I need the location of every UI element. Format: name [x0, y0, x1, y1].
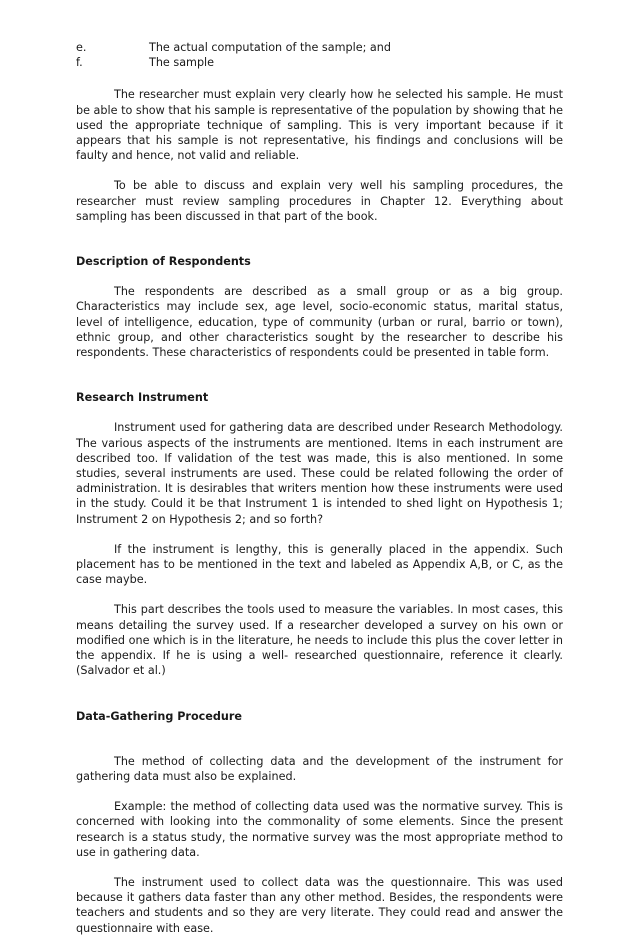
- section-heading: Research Instrument: [76, 391, 209, 405]
- list-marker: f.: [76, 56, 83, 70]
- section-heading: Data-Gathering Procedure: [76, 709, 242, 723]
- list-marker: e.: [76, 41, 87, 54]
- paragraph: To be able to discuss and explain very well his sampling procedures, the researcher must review sampling procedures in Chapter 12. Everything about sampling has been discussed in that part of the book.: [76, 179, 563, 223]
- paragraph: The respondents are described as a small group or as a big group. Characteristics may include sex, age level, socio-economic status, marital status, level of intelligence, education, type of community (urban or rural, barrio or town), ethnic group, and other characteristics sought by the researcher to describe his respondents. These characteristics of respondents could be presented in table form.: [76, 285, 563, 360]
- document-page: [76, 40, 563, 936]
- list-item: [76, 40, 563, 55]
- paragraph: The researcher must explain very clearly how he selected his sample. He must be able to show that his sample is representative of the population by showing that he used the appropriate technique of sampling. This is very important because if it appears that his sample is not representative, his findings and conclusions will be faulty and hence, not valid and reliable.: [76, 88, 563, 163]
- list-text: The sample: [149, 56, 215, 70]
- paragraph: The instrument used to collect data was the questionnaire. This was used because it gathers data faster than any other method. Besides, the respondents were teachers and students and so they are very literate. They could read and answer the questionnaire with ease.: [76, 875, 563, 935]
- paragraph: If the instrument is lengthy, this is generally placed in the appendix. Such placement has to be mentioned in the text and labeled as Appendix A,B, or C, as the case maybe.: [76, 542, 563, 587]
- paragraph: This part describes the tools used to measure the variables. In most cases, this means detailing the survey used. If a researcher developed a survey on his own or modified one which is in the literature, he needs to include this plus the cover letter in the appendix. If he is using a well- researched questionnaire, reference it clearly. (Salvador et al.): [76, 603, 563, 678]
- section-heading: Description of Respondents: [76, 255, 251, 269]
- paragraph: Example: the method of collecting data used was the normative survey. This is concerned with looking into the commonality of some elements. Since the present research is a status study, the normative survey was the most appropriate method to use in gathering data.: [76, 800, 563, 859]
- list-item: [76, 55, 563, 70]
- list-text: The actual computation of the sample; and: [149, 41, 391, 54]
- paragraph: The method of collecting data and the development of the instrument for gathering data must also be explained.: [76, 754, 563, 783]
- paragraph: Instrument used for gathering data are described under Research Methodology. The various aspects of the instruments are mentioned. Items in each instrument are described too. If validation of the test was made, this is also mentioned. In some studies, several instruments are used. These could be related following the order of administration. It is desirables that writers mention how these instruments were used in the study. Could it be that Instrument 1 is intended to shed light on Hypothesis 1; Instrument 2 on Hypothesis 2; and so forth?: [76, 421, 563, 526]
